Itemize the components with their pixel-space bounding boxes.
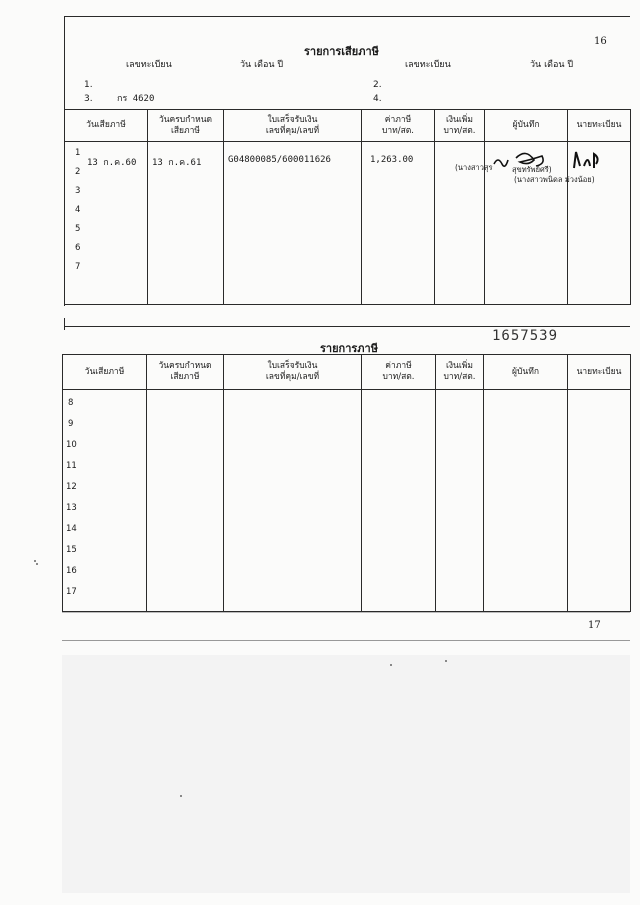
- row-number: 11: [66, 461, 77, 471]
- registrar-signature: [570, 146, 620, 176]
- scan-speck: [34, 560, 36, 562]
- row-number: 16: [66, 566, 77, 576]
- col-tax: ค่าภาษี บาท/สต.: [362, 110, 435, 142]
- section2-left-tick: [64, 318, 65, 330]
- row-number: 15: [66, 545, 77, 555]
- row-number: 13: [66, 503, 77, 513]
- registration-plate: กร 4620: [117, 94, 155, 104]
- col-registrar: นายทะเบียน: [568, 355, 631, 390]
- col-recorder: ผู้บันทึก: [485, 110, 568, 142]
- reg-line-3-num: 3.: [84, 94, 93, 104]
- row-number: 17: [66, 587, 77, 597]
- reg-line-2-num: 2.: [373, 80, 382, 90]
- scan-shadow: [62, 655, 630, 893]
- row-number: 9: [68, 419, 74, 429]
- col-surcharge: เงินเพิ่ม บาท/สต.: [435, 110, 485, 142]
- page-number-bottom: 17: [588, 620, 601, 631]
- header-left-reg: เลขทะเบียน: [126, 60, 172, 70]
- header-left-date: วัน เดือน ปี: [240, 60, 284, 70]
- col-registrar: นายทะเบียน: [568, 110, 631, 142]
- row-number: 3: [75, 186, 81, 196]
- row-number: 10: [66, 440, 77, 450]
- row-number: 2: [75, 167, 81, 177]
- scan-speck: [180, 795, 182, 797]
- section2-bottom-line: [62, 612, 630, 613]
- entry-tax: 1,263.00: [370, 155, 414, 165]
- entry-receipt: G04800085/600011626: [228, 155, 331, 165]
- entry-due-date: 13 ก.ค.61: [152, 158, 202, 168]
- section2-top-line: [64, 326, 630, 327]
- col-pay-date: วันเสียภาษี: [63, 355, 147, 390]
- tax-table-2: [62, 354, 631, 612]
- row-number: 8: [68, 398, 74, 408]
- col-pay-date: วันเสียภาษี: [65, 110, 148, 142]
- entry-pay-date: 13 ก.ค.60: [87, 158, 137, 168]
- col-due-date: วันครบกำหนด เสียภาษี: [148, 110, 224, 142]
- section1-title: รายการเสียภาษี: [304, 45, 379, 58]
- section2-title: รายการภาษี: [320, 342, 378, 355]
- col-receipt: ใบเสร็จรับเงิน เลขที่คุม/เลขที่: [224, 110, 362, 142]
- page-fold-line: [62, 640, 630, 641]
- scan-speck: [36, 563, 38, 565]
- registrar-name: (นางสาวพนิดล ม่วงน้อย): [514, 175, 595, 184]
- row-number: 12: [66, 482, 77, 492]
- tax-table-1: [64, 109, 631, 305]
- scan-speck: [445, 660, 447, 662]
- row-number: 6: [75, 243, 81, 253]
- row-number: 5: [75, 224, 81, 234]
- col-tax: ค่าภาษี บาท/สต.: [362, 355, 436, 390]
- row-number: 7: [75, 262, 81, 272]
- recorder-name-part1: (นางสาวสุร: [455, 163, 493, 172]
- reg-line-1-num: 1.: [84, 80, 93, 90]
- page-number-top: 16: [594, 36, 607, 47]
- reg-line-4-num: 4.: [373, 94, 382, 104]
- col-recorder: ผู้บันทึก: [484, 355, 568, 390]
- row-number: 4: [75, 205, 81, 215]
- row-number: 14: [66, 524, 77, 534]
- recorder-name-part2: สุขทรัพย์ศรี): [512, 165, 552, 174]
- scan-speck: [390, 664, 392, 666]
- header-right-reg: เลขทะเบียน: [405, 60, 451, 70]
- form-serial-number: 1657539: [492, 328, 559, 344]
- top-border-line: [64, 16, 630, 17]
- col-due-date: วันครบกำหนด เสียภาษี: [147, 355, 224, 390]
- col-receipt: ใบเสร็จรับเงิน เลขที่คุม/เลขที่: [224, 355, 362, 390]
- row-number: 1: [75, 148, 81, 158]
- header-right-date: วัน เดือน ปี: [530, 60, 574, 70]
- col-surcharge: เงินเพิ่ม บาท/สต.: [436, 355, 484, 390]
